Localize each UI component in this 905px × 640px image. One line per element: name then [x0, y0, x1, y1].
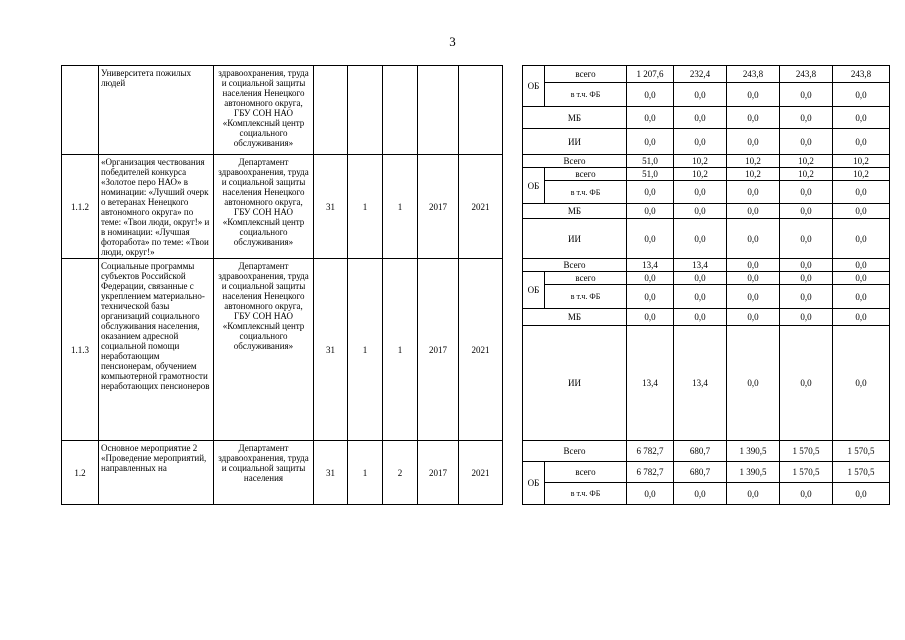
value-cell: 0,0 — [780, 129, 833, 155]
row-responsible: здравоохранения, труда и социальной защиты населения Ненецкого автономного округа, ГБУ СОН НАО «Комплексный центр социального обслуживания» — [214, 66, 314, 155]
source-label-total: Всего — [523, 259, 627, 272]
row-c2: 2 — [383, 441, 418, 505]
value-cell: 680,7 — [674, 462, 727, 483]
value-cell: 0,0 — [727, 83, 780, 107]
value-cell: 0,0 — [833, 129, 890, 155]
row-responsible: Департамент здравоохранения, труда и социальной защиты населения Ненецкого автономного округа, ГБУ СОН НАО «Комплексный центр социального обслуживания» — [214, 259, 314, 441]
row-end: 2021 — [459, 259, 503, 441]
source-label-ob: ОБ — [523, 168, 545, 204]
value-cell: 0,0 — [833, 181, 890, 204]
row-code: 31 — [314, 155, 348, 259]
row-c2: 1 — [383, 259, 418, 441]
value-cell: 0,0 — [674, 181, 727, 204]
value-cell: 232,4 — [674, 66, 727, 83]
value-cell: 0,0 — [833, 83, 890, 107]
source-label-total: Всего — [523, 155, 627, 168]
value-cell: 0,0 — [780, 483, 833, 505]
table-row — [62, 259, 890, 272]
value-cell: 0,0 — [627, 483, 674, 505]
value-cell: 1 570,5 — [780, 441, 833, 462]
value-cell: 0,0 — [727, 259, 780, 272]
gap-cell — [503, 66, 523, 155]
value-cell: 0,0 — [627, 309, 674, 326]
row-code: 31 — [314, 259, 348, 441]
row-c1 — [348, 66, 383, 155]
value-cell: 0,0 — [833, 272, 890, 285]
row-start — [418, 66, 459, 155]
source-label-mb: МБ — [523, 309, 627, 326]
value-cell: 10,2 — [674, 155, 727, 168]
value-cell: 0,0 — [627, 107, 674, 129]
value-cell: 0,0 — [833, 309, 890, 326]
value-cell: 0,0 — [780, 83, 833, 107]
row-c1: 1 — [348, 155, 383, 259]
value-cell: 1 390,5 — [727, 441, 780, 462]
row-description: Университета пожилых людей — [99, 66, 214, 155]
table-row — [62, 155, 890, 168]
source-label-ob: ОБ — [523, 462, 545, 505]
value-cell: 0,0 — [627, 272, 674, 285]
row-start: 2017 — [418, 259, 459, 441]
value-cell: 10,2 — [727, 155, 780, 168]
value-cell: 0,0 — [674, 272, 727, 285]
value-cell: 0,0 — [674, 219, 727, 259]
value-cell: 0,0 — [833, 285, 890, 309]
source-label-fb: в т.ч. ФБ — [545, 181, 627, 204]
row-id: 1.2 — [62, 441, 99, 505]
table-row — [62, 66, 890, 83]
source-label-ob: ОБ — [523, 66, 545, 107]
row-c1: 1 — [348, 259, 383, 441]
value-cell: 10,2 — [833, 168, 890, 181]
source-label-vsego: всего — [545, 66, 627, 83]
value-cell: 51,0 — [627, 168, 674, 181]
value-cell: 0,0 — [727, 181, 780, 204]
source-label-total: Всего — [523, 441, 627, 462]
value-cell: 13,4 — [627, 259, 674, 272]
row-c1: 1 — [348, 441, 383, 505]
budget-table — [61, 65, 890, 505]
value-cell: 0,0 — [780, 107, 833, 129]
value-cell: 0,0 — [833, 107, 890, 129]
row-start: 2017 — [418, 155, 459, 259]
value-cell: 0,0 — [780, 259, 833, 272]
value-cell: 1 207,6 — [627, 66, 674, 83]
source-label-vsego: всего — [545, 168, 627, 181]
value-cell: 0,0 — [780, 309, 833, 326]
value-cell: 0,0 — [780, 219, 833, 259]
value-cell: 1 570,5 — [833, 441, 890, 462]
value-cell: 0,0 — [780, 326, 833, 441]
value-cell: 0,0 — [780, 204, 833, 219]
value-cell: 0,0 — [780, 285, 833, 309]
source-label-ob: ОБ — [523, 272, 545, 309]
value-cell: 0,0 — [627, 219, 674, 259]
value-cell: 0,0 — [674, 285, 727, 309]
value-cell: 13,4 — [674, 326, 727, 441]
source-label-ii: ИИ — [523, 129, 627, 155]
value-cell: 0,0 — [627, 129, 674, 155]
row-code — [314, 66, 348, 155]
row-id — [62, 66, 99, 155]
row-start: 2017 — [418, 441, 459, 505]
value-cell: 0,0 — [727, 272, 780, 285]
page-number: 3 — [449, 34, 456, 49]
value-cell: 0,0 — [674, 129, 727, 155]
row-end: 2021 — [459, 155, 503, 259]
value-cell: 13,4 — [674, 259, 727, 272]
value-cell: 1 570,5 — [833, 462, 890, 483]
table-row — [62, 441, 890, 462]
row-id: 1.1.2 — [62, 155, 99, 259]
value-cell: 0,0 — [727, 309, 780, 326]
value-cell: 680,7 — [674, 441, 727, 462]
value-cell: 1 390,5 — [727, 462, 780, 483]
value-cell: 243,8 — [727, 66, 780, 83]
row-code: 31 — [314, 441, 348, 505]
value-cell: 243,8 — [833, 66, 890, 83]
gap-cell — [503, 259, 523, 441]
row-responsible: Департамент здравоохранения, труда и социальной защиты населения — [214, 441, 314, 505]
gap-cell — [503, 441, 523, 505]
value-cell: 0,0 — [674, 204, 727, 219]
row-c2 — [383, 66, 418, 155]
value-cell: 0,0 — [627, 83, 674, 107]
source-label-fb: в т.ч. ФБ — [545, 83, 627, 107]
row-description: Социальные программы субъектов Российской Федерации, связанные с укреплением материально-технической базы организаций социального обслуживания населения, оказанием адресной социальной помощи неработающим пенсионерам, обучением компьютерной грамотности неработающих пенсионеров — [99, 259, 214, 441]
value-cell: 0,0 — [674, 83, 727, 107]
value-cell: 0,0 — [833, 219, 890, 259]
value-cell: 0,0 — [833, 326, 890, 441]
value-cell: 6 782,7 — [627, 462, 674, 483]
value-cell: 0,0 — [833, 204, 890, 219]
row-c2: 1 — [383, 155, 418, 259]
source-label-ii: ИИ — [523, 326, 627, 441]
source-label-vsego: всего — [545, 272, 627, 285]
source-label-fb: в т.ч. ФБ — [545, 483, 627, 505]
value-cell: 0,0 — [780, 181, 833, 204]
value-cell: 10,2 — [780, 155, 833, 168]
value-cell: 6 782,7 — [627, 441, 674, 462]
value-cell: 243,8 — [780, 66, 833, 83]
value-cell: 10,2 — [780, 168, 833, 181]
row-responsible: Департамент здравоохранения, труда и социальной защиты населения Ненецкого автономного округа, ГБУ СОН НАО «Комплексный центр социального обслуживания» — [214, 155, 314, 259]
value-cell: 0,0 — [727, 204, 780, 219]
value-cell: 10,2 — [727, 168, 780, 181]
source-label-mb: МБ — [523, 204, 627, 219]
source-label-mb: МБ — [523, 107, 627, 129]
row-end: 2021 — [459, 441, 503, 505]
row-id: 1.1.3 — [62, 259, 99, 441]
value-cell: 10,2 — [833, 155, 890, 168]
value-cell: 0,0 — [627, 204, 674, 219]
value-cell: 0,0 — [627, 285, 674, 309]
value-cell: 0,0 — [674, 309, 727, 326]
row-end — [459, 66, 503, 155]
value-cell: 0,0 — [727, 219, 780, 259]
value-cell: 0,0 — [833, 259, 890, 272]
value-cell: 0,0 — [780, 272, 833, 285]
gap-cell — [503, 155, 523, 259]
value-cell: 0,0 — [627, 181, 674, 204]
value-cell: 0,0 — [727, 129, 780, 155]
row-description: Основное мероприятие 2 «Проведение мероприятий, направленных на — [99, 441, 214, 505]
row-description: «Организация чествования победителей конкурса «Золотое перо НАО» в номинации: «Лучший очерк о ветеранах Ненецкого автономного округа» по теме: «Твои люди, округ!» и в номинации: «Лучшая фоторабота» по теме: «Твои люди, округ!» — [99, 155, 214, 259]
source-label-vsego: всего — [545, 462, 627, 483]
value-cell: 0,0 — [727, 107, 780, 129]
value-cell: 13,4 — [627, 326, 674, 441]
value-cell: 51,0 — [627, 155, 674, 168]
value-cell: 0,0 — [674, 483, 727, 505]
value-cell: 1 570,5 — [780, 462, 833, 483]
value-cell: 0,0 — [727, 326, 780, 441]
value-cell: 0,0 — [833, 483, 890, 505]
value-cell: 0,0 — [674, 107, 727, 129]
value-cell: 10,2 — [674, 168, 727, 181]
source-label-ii: ИИ — [523, 219, 627, 259]
value-cell: 0,0 — [727, 285, 780, 309]
source-label-fb: в т.ч. ФБ — [545, 285, 627, 309]
value-cell: 0,0 — [727, 483, 780, 505]
